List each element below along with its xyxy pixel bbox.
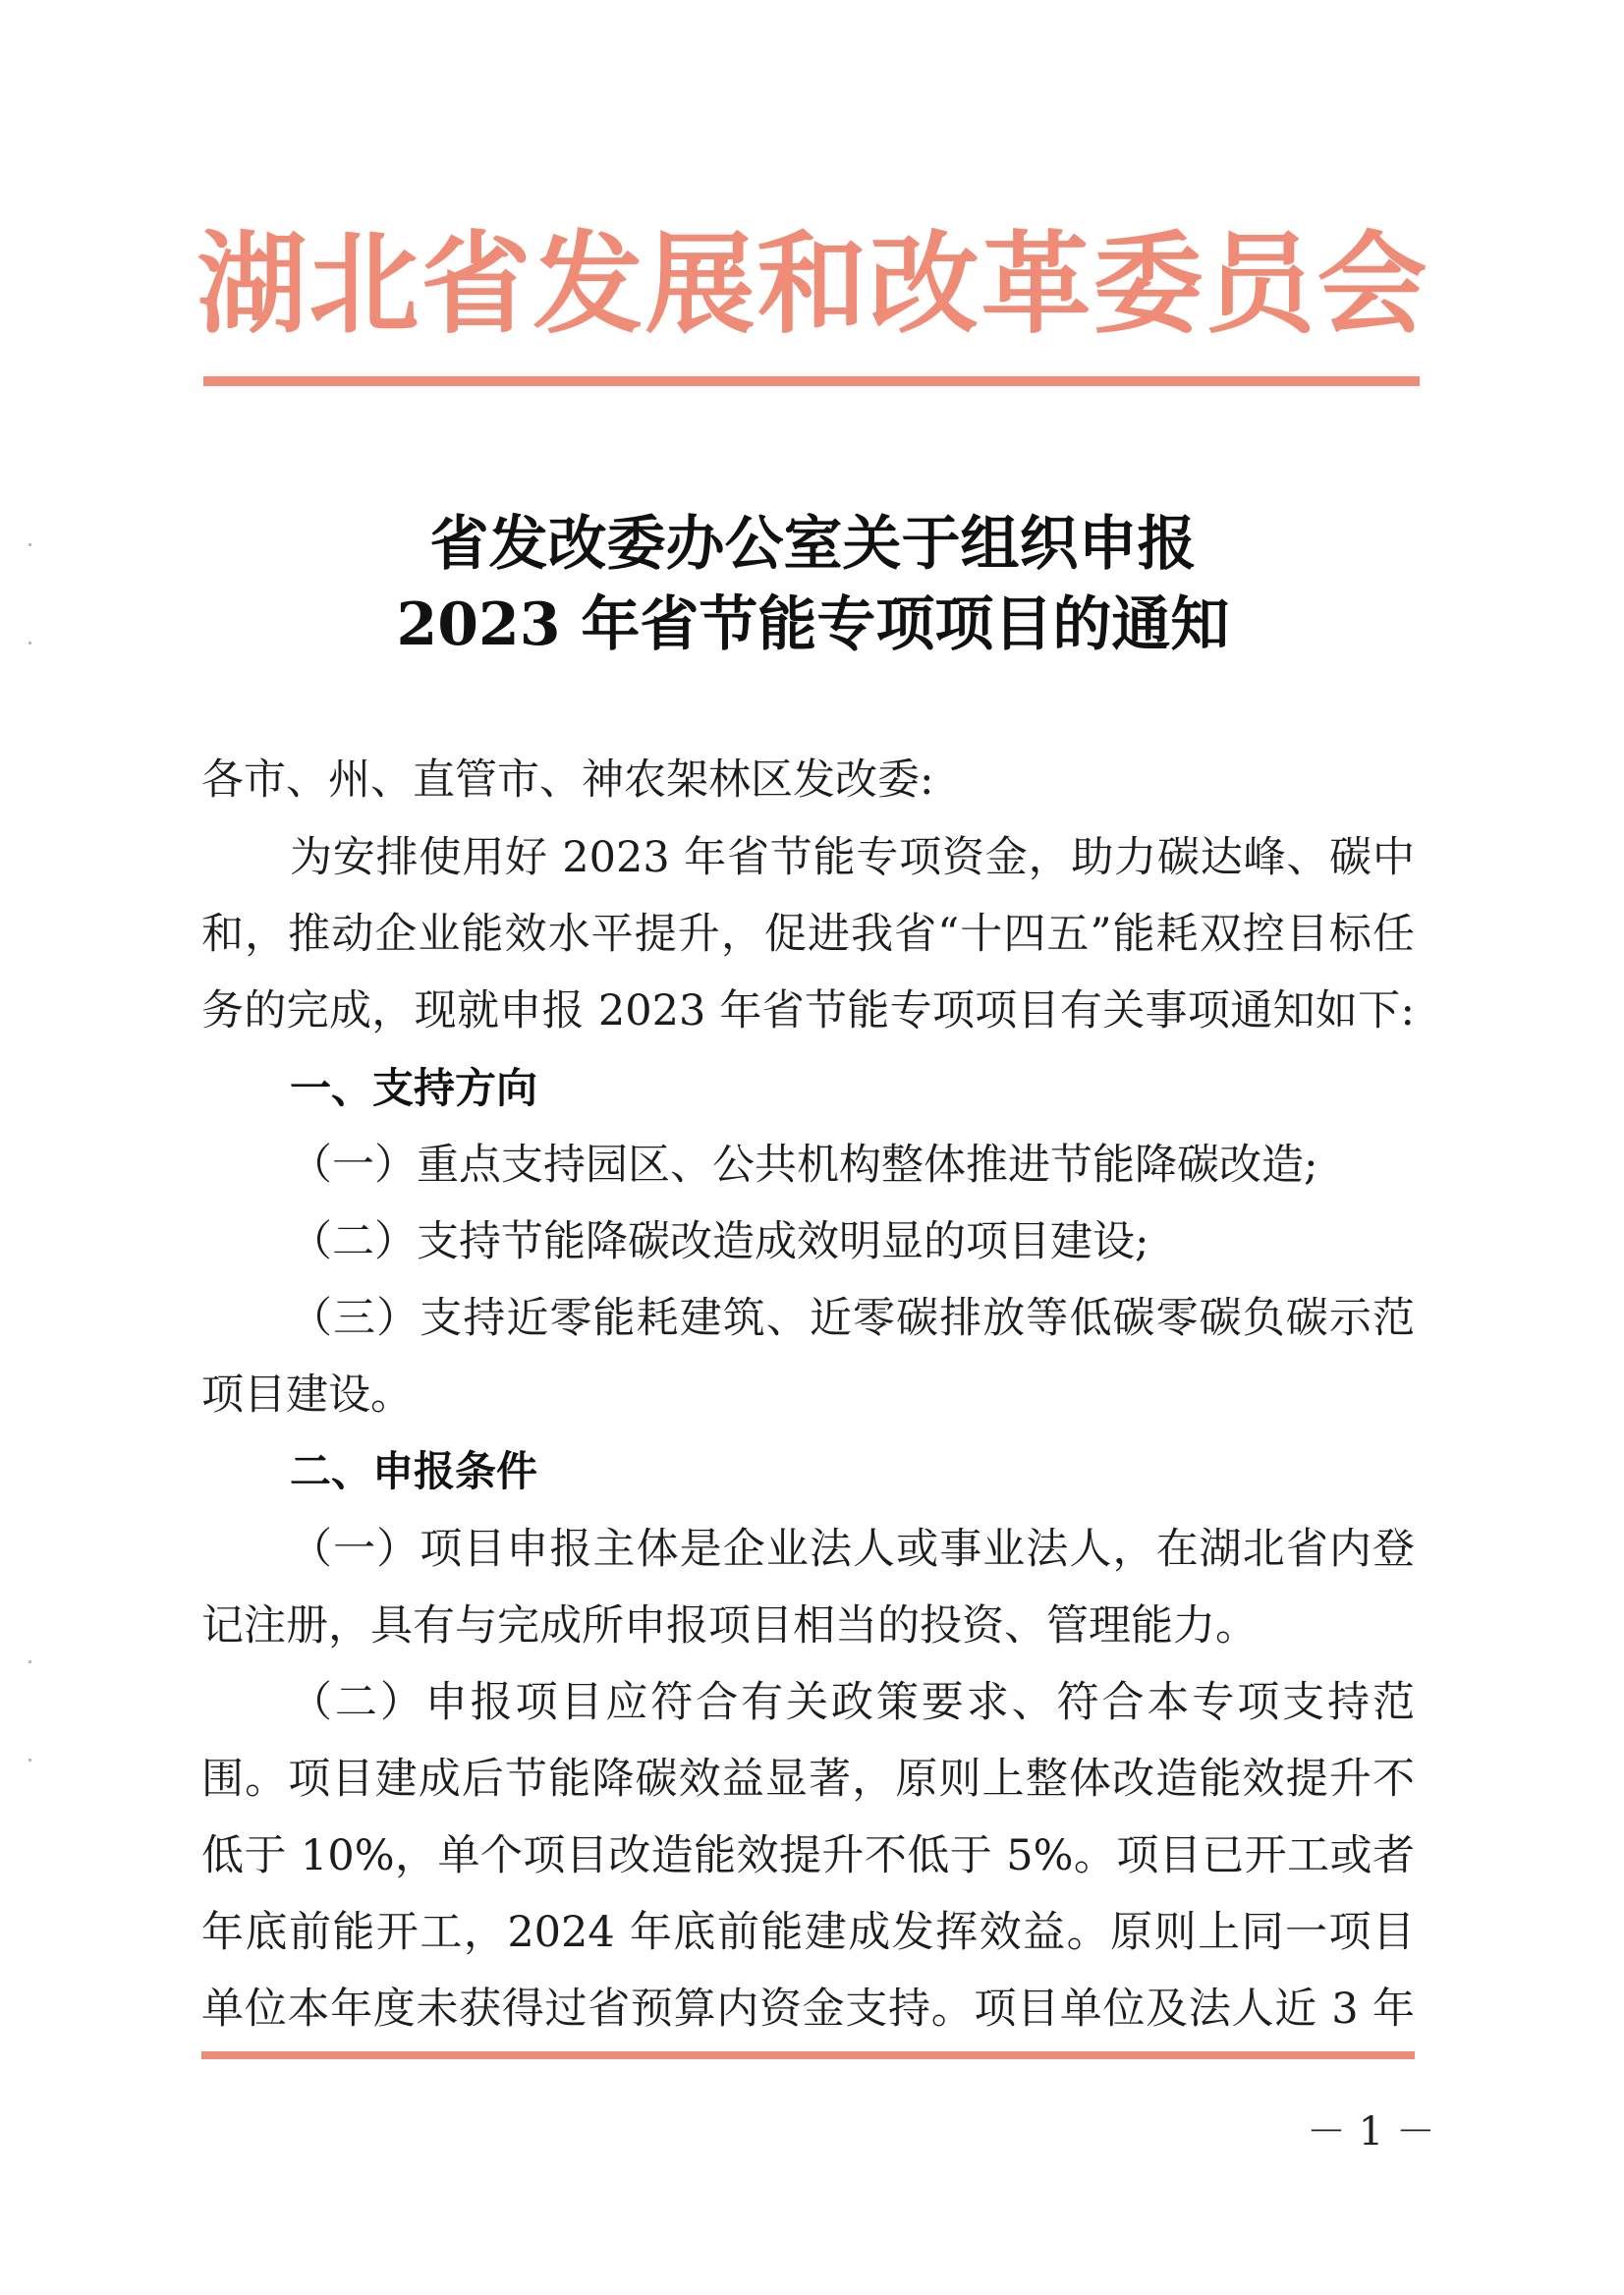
- paragraph-line: （一）项目申报主体是企业法人或事业法人，在湖北省内登: [290, 1525, 1415, 1574]
- scan-mark: [28, 642, 31, 644]
- paragraph-line: 低于 10%，单个项目改造能效提升不低于 5%。项目已开工或者: [201, 1831, 1415, 1880]
- footer-rule: [201, 2051, 1415, 2059]
- paragraph-line: 单位本年度未获得过省预算内资金支持。项目单位及法人近 3 年: [201, 1985, 1415, 2034]
- document-title-line-2: 2023 年省节能专项项目的通知: [396, 590, 1230, 659]
- paragraph-line: （三）支持近零能耗建筑、近零碳排放等低碳零碳负碳示范: [290, 1294, 1415, 1343]
- paragraph-line: （二）支持节能降碳改造成效明显的项目建设;: [290, 1217, 1149, 1266]
- paragraph-line: 年底前能开工，2024 年底前能建成发挥效益。原则上同一项目: [201, 1908, 1415, 1957]
- salutation: 各市、州、直管市、神农架林区发改委:: [201, 756, 934, 805]
- header-rule: [203, 376, 1420, 386]
- paragraph-line: 为安排使用好 2023 年省节能专项资金，助力碳达峰、碳中: [290, 833, 1415, 882]
- paragraph-line: 务的完成，现就申报 2023 年省节能专项项目有关事项通知如下:: [201, 986, 1415, 1036]
- page-number: － 1 －: [1307, 2109, 1435, 2155]
- paragraph-line: 和，推动企业能效水平提升，促进我省“十四五”能耗双控目标任: [201, 910, 1415, 959]
- paragraph-line: （二）申报项目应符合有关政策要求、符合本专项支持范: [290, 1678, 1415, 1727]
- scan-mark: [28, 1759, 31, 1762]
- organization-header: 湖北省发展和改革委员会: [196, 219, 1429, 349]
- paragraph-line: 记注册，具有与完成所申报项目相当的投资、管理能力。: [201, 1601, 1258, 1651]
- document-title-line-1: 省发改委办公室关于组织申报: [429, 510, 1197, 579]
- scan-mark: [28, 543, 31, 546]
- scan-mark: [28, 1660, 31, 1663]
- paragraph-line: 围。项目建成后节能降碳效益显著，原则上整体改造能效提升不: [201, 1755, 1415, 1804]
- paragraph-line: 项目建设。: [201, 1371, 413, 1420]
- section-heading: 二、申报条件: [290, 1447, 538, 1495]
- paragraph-line: （一）重点支持园区、公共机构整体推进节能降碳改造;: [290, 1141, 1318, 1190]
- section-heading: 一、支持方向: [290, 1064, 538, 1112]
